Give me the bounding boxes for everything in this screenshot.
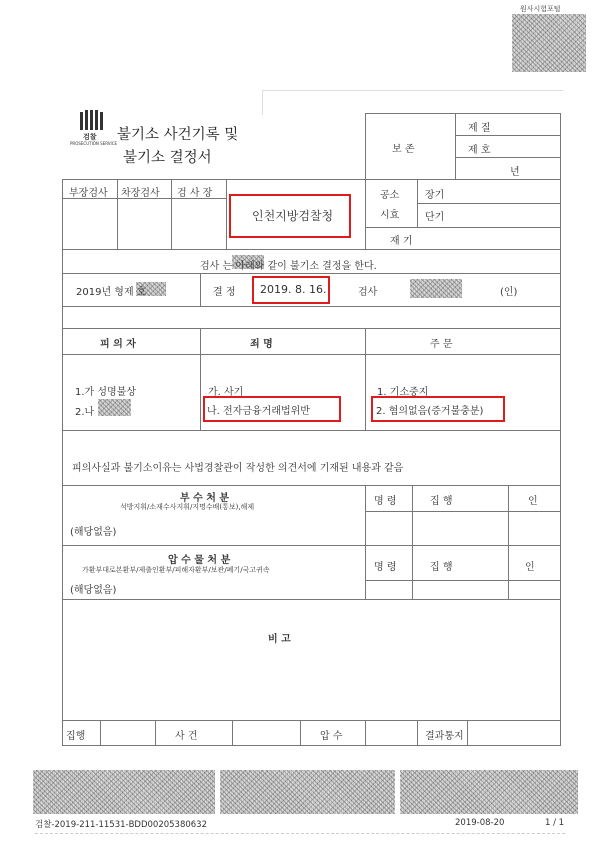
- stamp-label: 원사시험포털: [520, 5, 561, 13]
- seizure-subtitle: 가환부대로본환부/제출인환부/피해자환부/보관/폐기/국고귀속: [82, 566, 270, 574]
- title-line-2: 불기소 결정서: [123, 150, 212, 166]
- attach-col-exec: 집 행: [430, 496, 453, 507]
- qr-code: [512, 14, 586, 72]
- seizure-col-exec: 집 행: [430, 562, 453, 573]
- footer-faint-line: [35, 833, 565, 840]
- suspect-1: 1.가 성명불상: [75, 387, 137, 398]
- reason-note: 피의사실과 불기소이유는 사법경찰관이 작성한 의견서에 기재된 내용과 같음: [72, 463, 404, 474]
- remarks-header: 비 고: [268, 634, 291, 645]
- barcode-2: [220, 770, 395, 814]
- seizure-col-seal: 인: [525, 562, 535, 573]
- charge-1: 가. 사기: [208, 387, 244, 398]
- barcode-3: [400, 770, 578, 814]
- preserve-label: 보 존: [392, 144, 415, 155]
- attach-col-order: 명 령: [374, 496, 397, 507]
- statute-label-b: 시효: [380, 210, 400, 221]
- attach-col-seal: 인: [528, 496, 538, 507]
- office-name: 인천지방검찰청: [252, 209, 334, 223]
- faint-stamp: [262, 90, 563, 115]
- preserve-row-3: 년: [510, 167, 520, 178]
- logo-bars-icon: [78, 110, 108, 130]
- decision-date: 2019. 8. 16.: [260, 283, 327, 296]
- footer-code: 검찰-2019-211-11531-BDD00205380632: [35, 820, 207, 830]
- redacted-prosecutor-name: [410, 279, 462, 298]
- title-line-1: 불기소 사건기록 및: [117, 127, 239, 143]
- statute-reapply: 재 기: [390, 236, 413, 247]
- attach-subtitle: 석방지휘/소재수사지휘/지명수배(통보),해제: [120, 503, 255, 511]
- seizure-col-order: 명 령: [374, 562, 397, 573]
- logo-text: 검찰: [83, 133, 97, 141]
- case-number: 2019년 형제 호: [76, 287, 147, 298]
- seal-mark: (인): [500, 287, 518, 298]
- approval-chief: 검 사 장: [177, 188, 213, 199]
- attach-content: (해당없음): [70, 527, 117, 538]
- barcode-1: [33, 770, 215, 814]
- prosecutor-label: 검사: [358, 287, 378, 298]
- preserve-row-2: 제 호: [468, 145, 491, 156]
- footer-case: 사 건: [175, 731, 198, 742]
- suspect-2: 2.나: [75, 407, 95, 418]
- header-order: 주 문: [430, 339, 453, 350]
- decision-sentence: 검사 는 아래와 같이 불기소 결정을 한다.: [200, 261, 377, 272]
- statute-long: 장기: [425, 190, 445, 201]
- redacted-suspect-2: [98, 399, 131, 416]
- footer-exec: 집행: [66, 731, 86, 742]
- approval-vice-chief: 차장검사: [121, 188, 160, 199]
- order-2: 2. 혐의없음(증거불충분): [376, 406, 484, 417]
- header-suspect: 피 의 자: [100, 339, 136, 350]
- footer-page: 1 / 1: [545, 818, 565, 828]
- footer-seize: 압 수: [320, 731, 343, 742]
- preserve-row-1: 제 질: [468, 123, 491, 134]
- footer-date: 2019-08-20: [455, 818, 505, 828]
- charge-2: 나. 전자금융거래법위반: [207, 406, 310, 417]
- statute-short: 단기: [425, 212, 445, 223]
- header-charge: 죄 명: [250, 339, 273, 350]
- statute-label-a: 공소: [380, 190, 400, 201]
- logo-subtext: PROSECUTION SERVICE: [70, 141, 118, 146]
- seizure-title: 압 수 물 처 분: [168, 555, 231, 566]
- seizure-content: (해당없음): [70, 585, 117, 596]
- attach-title: 부 수 처 분: [180, 493, 230, 504]
- order-1: 1. 기소중지: [377, 387, 429, 398]
- decision-label: 결 정: [213, 287, 236, 298]
- approval-deputy-chief: 부장검사: [69, 188, 108, 199]
- footer-notify: 결과통지: [425, 731, 464, 742]
